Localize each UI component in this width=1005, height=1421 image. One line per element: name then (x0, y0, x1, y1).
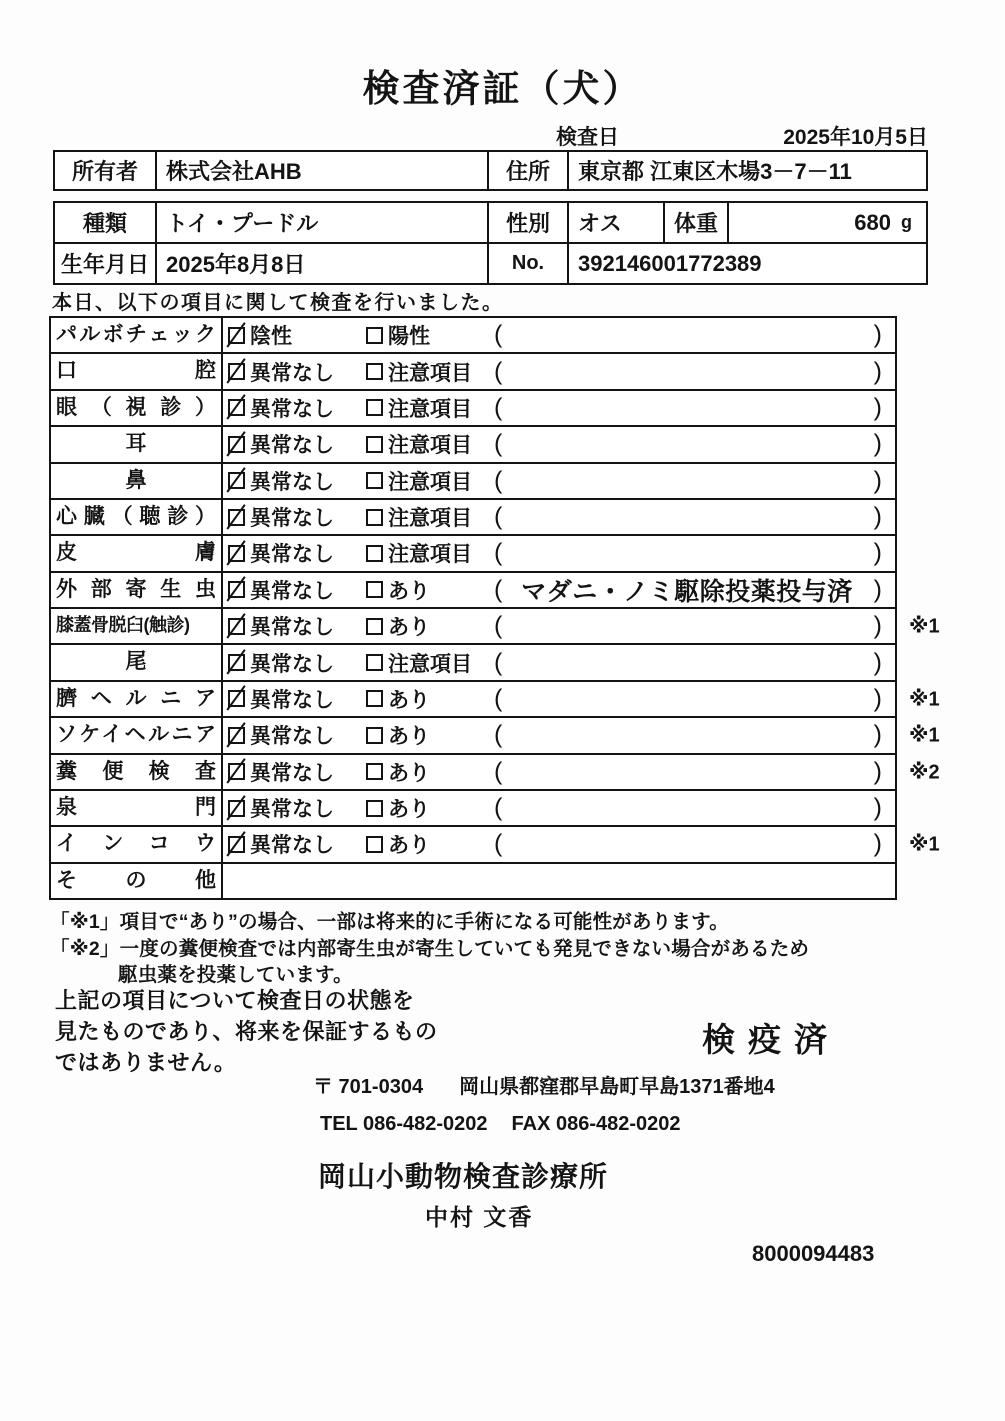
serial-number: 8000094483 (752, 1241, 875, 1266)
breed-value: トイ・プードル (157, 203, 489, 242)
checkup-row-content (223, 755, 895, 789)
close-paren: ) (873, 320, 882, 349)
checkup-item-label: インコウ (51, 827, 223, 861)
checkup-row-content (223, 718, 895, 752)
weight-label: 体重 (665, 203, 729, 242)
owner-row (55, 152, 926, 189)
checkup-option (366, 466, 472, 496)
checkbox-unchecked-icon (366, 654, 383, 671)
checkbox-unchecked-icon (366, 363, 383, 380)
close-paren: ) (873, 611, 882, 640)
checkup-row (51, 791, 895, 827)
disclaimer-line-3: ではありません。 (55, 1050, 237, 1075)
disclaimer-line-1: 上記の項目について検査日の状態を (55, 988, 415, 1013)
checkup-item-label: 皮膚 (51, 536, 223, 570)
no-label: No. (489, 244, 569, 283)
weight-value (729, 203, 926, 242)
open-paren: ( (494, 466, 503, 495)
checkup-option-label: 異常なし (250, 834, 334, 858)
checkbox-checked-icon (228, 581, 245, 598)
checkup-option-label: 注意項目 (388, 507, 472, 531)
checkup-option (366, 720, 430, 750)
checkbox-unchecked-icon (366, 800, 383, 817)
checkup-row-content (223, 645, 895, 679)
checkup-row (51, 500, 895, 536)
checkup-option (366, 538, 472, 568)
open-paren: ( (494, 829, 503, 858)
open-paren: ( (494, 793, 503, 822)
checkup-row-content (223, 609, 895, 643)
checkup-option (228, 720, 334, 750)
no-value: 392146001772389 (578, 250, 762, 276)
close-paren: ) (873, 357, 882, 386)
open-paren: ( (494, 575, 503, 604)
checkup-row-content (223, 864, 895, 898)
intro-text: 本日、以下の項目に関して検査を行いました。 (52, 292, 504, 314)
close-paren: ) (873, 538, 882, 567)
pet-row-1 (55, 203, 926, 244)
checkup-row (51, 391, 895, 427)
checkup-row-content (223, 464, 895, 498)
checkbox-checked-icon (228, 509, 245, 526)
checkup-option (366, 320, 430, 350)
checkbox-unchecked-icon (366, 509, 383, 526)
checkup-option-label: あり (388, 688, 430, 712)
checkbox-checked-icon (228, 399, 245, 416)
checkup-option-label: 異常なし (250, 761, 334, 785)
clinic-postal-line (313, 1070, 775, 1099)
checkup-option-label: 異常なし (250, 543, 334, 567)
reference-mark: ※1 (909, 833, 940, 856)
sex-value: オス (569, 203, 665, 242)
checkup-option (228, 575, 334, 605)
pet-table (53, 201, 928, 285)
close-paren: ) (873, 829, 882, 858)
checkup-row-content (223, 827, 895, 861)
checkup-option (366, 793, 430, 823)
checkup-option-label: 異常なし (250, 616, 334, 640)
checkbox-checked-icon (228, 545, 245, 562)
checkup-row-content (223, 500, 895, 534)
owner-value: 株式会社AHB (157, 152, 489, 189)
checkup-option-label: 異常なし (250, 361, 334, 385)
close-paren: ) (873, 502, 882, 531)
checkbox-checked-icon (228, 654, 245, 671)
clinic-tel: TEL 086-482-0202 (320, 1113, 488, 1135)
checkup-row-content (223, 427, 895, 461)
birth-label: 生年月日 (55, 244, 157, 283)
checkup-option-label: 注意項目 (388, 397, 472, 421)
weight-unit: g (901, 212, 912, 232)
checkup-option (228, 793, 334, 823)
checkup-option (366, 648, 472, 678)
checkbox-unchecked-icon (366, 436, 383, 453)
checkup-item-label: 心臓（聴診） (51, 500, 223, 534)
checkup-option-label: 異常なし (250, 798, 334, 822)
checkup-row (51, 427, 895, 463)
checkup-option-label: 注意項目 (388, 470, 472, 494)
address-label: 住所 (489, 152, 569, 189)
checkbox-checked-icon (228, 363, 245, 380)
checkup-option-label: 注意項目 (388, 434, 472, 458)
checkup-row (51, 464, 895, 500)
checkbox-checked-icon (228, 327, 245, 344)
checkup-option (228, 611, 334, 641)
checkup-option-label: あり (388, 579, 430, 603)
checkup-item-label: 鼻 (51, 464, 223, 498)
checkup-option-label: あり (388, 798, 430, 822)
inspection-date-label: 検査日 (556, 126, 619, 149)
checkbox-checked-icon (228, 690, 245, 707)
checkup-row (51, 864, 895, 898)
checkup-note: マダニ・ノミ駆除投薬投与済 (521, 577, 853, 606)
checkup-option (228, 829, 334, 859)
checkup-option (366, 684, 430, 714)
checkbox-unchecked-icon (366, 581, 383, 598)
open-paren: ( (494, 357, 503, 386)
checkup-item-label: パルボチェック (51, 318, 223, 352)
checkup-option (366, 357, 472, 387)
open-paren: ( (494, 429, 503, 458)
checkbox-unchecked-icon (366, 545, 383, 562)
checkup-row (51, 354, 895, 390)
checkbox-checked-icon (228, 836, 245, 853)
checkup-option-label: 注意項目 (388, 543, 472, 567)
clinic-address: 岡山県都窪郡早島町早島1371番地4 (459, 1076, 775, 1098)
checkbox-checked-icon (228, 727, 245, 744)
footnote-2-line-1: 「※2」一度の糞便検査では内部寄生虫が寄生していても発見できない場合があるため (50, 938, 810, 960)
reference-mark: ※1 (909, 688, 940, 711)
veterinarian-name: 中村 文香 (425, 1204, 534, 1230)
open-paren: ( (494, 648, 503, 677)
reference-mark: ※1 (909, 724, 940, 747)
checkup-row-content (223, 318, 895, 352)
checkup-row (51, 536, 895, 572)
checkup-option-label: あり (388, 761, 430, 785)
checkup-option-label: あり (388, 725, 430, 749)
checkup-item-label: 耳 (51, 427, 223, 461)
checkup-item-label: 泉門 (51, 791, 223, 825)
checkup-row-content (223, 391, 895, 425)
open-paren: ( (494, 320, 503, 349)
inspection-date-value: 2025年10月5日 (783, 126, 928, 149)
checkup-option (228, 648, 334, 678)
checkup-option-label: 異常なし (250, 688, 334, 712)
open-paren: ( (494, 684, 503, 713)
close-paren: ) (873, 429, 882, 458)
checkup-option (366, 502, 472, 532)
checkup-option-label: 異常なし (250, 652, 334, 676)
open-paren: ( (494, 611, 503, 640)
birth-value: 2025年8月8日 (157, 244, 489, 283)
checkup-item-label: 尾 (51, 645, 223, 679)
checkup-row (51, 318, 895, 354)
checkup-row-content (223, 536, 895, 570)
footnote-1: 「※1」項目で“あり”の場合、一部は将来的に手術になる可能性があります。 (50, 911, 729, 933)
checkbox-unchecked-icon (366, 472, 383, 489)
clinic-fax: FAX 086-482-0202 (511, 1113, 681, 1135)
checkup-row (51, 645, 895, 681)
weight-number: 680 (854, 209, 891, 235)
close-paren: ) (873, 393, 882, 422)
checkup-option-label: 異常なし (250, 397, 334, 421)
checkup-option-label: 注意項目 (388, 361, 472, 385)
checkbox-unchecked-icon (366, 836, 383, 853)
checkup-option-label: 陰性 (250, 325, 292, 349)
checkup-option-label: 異常なし (250, 579, 334, 603)
checkup-option (228, 466, 334, 496)
checkup-row-content (223, 791, 895, 825)
close-paren: ) (873, 466, 882, 495)
page-title: 検査済証（犬） (362, 68, 643, 109)
checkup-option (228, 757, 334, 787)
checkup-row (51, 609, 940, 645)
checkup-option (228, 429, 334, 459)
checkup-item-label: 膝蓋骨脱臼(触診) (51, 609, 223, 643)
checkup-row-content (223, 573, 895, 607)
checkup-item-label: 糞便検査 (51, 755, 223, 789)
checkbox-checked-icon (228, 436, 245, 453)
checkbox-unchecked-icon (366, 690, 383, 707)
checkup-option (366, 575, 430, 605)
checkup-item-label: 臍ヘルニア (51, 682, 223, 716)
checkup-row (51, 573, 895, 609)
open-paren: ( (494, 720, 503, 749)
open-paren: ( (494, 538, 503, 567)
checkup-row-content (223, 682, 895, 716)
reference-mark: ※2 (909, 761, 940, 784)
checkup-item-label: ソケイヘルニア (51, 718, 223, 752)
pet-row-2 (55, 244, 926, 283)
checkup-row-content (223, 354, 895, 388)
close-paren: ) (873, 720, 882, 749)
checkbox-unchecked-icon (366, 327, 383, 344)
checkup-option (366, 829, 430, 859)
checkup-item-label: 眼（視診） (51, 391, 223, 425)
checkup-row (51, 718, 940, 754)
checkup-option (366, 757, 430, 787)
owner-label: 所有者 (55, 152, 157, 189)
quarantine-stamp: 検疫済 (702, 1021, 840, 1058)
checkbox-checked-icon (228, 472, 245, 489)
disclaimer-line-2: 見たものであり、将来を保証するもの (55, 1019, 438, 1044)
owner-table (53, 150, 928, 191)
open-paren: ( (494, 502, 503, 531)
checkup-option (366, 393, 472, 423)
open-paren: ( (494, 393, 503, 422)
checkup-option-label: 異常なし (250, 434, 334, 458)
reference-mark: ※1 (909, 615, 940, 638)
checkbox-checked-icon (228, 800, 245, 817)
checkup-option (228, 357, 334, 387)
checkup-item-label: 外部寄生虫 (51, 573, 223, 607)
checkup-row (51, 827, 940, 863)
checkup-item-label: 口腔 (51, 354, 223, 388)
close-paren: ) (873, 648, 882, 677)
checkbox-unchecked-icon (366, 618, 383, 635)
clinic-name: 岡山小動物検査診療所 (318, 1161, 609, 1192)
close-paren: ) (873, 757, 882, 786)
checkbox-unchecked-icon (366, 399, 383, 416)
close-paren: ) (873, 793, 882, 822)
checkup-option-label: 異常なし (250, 507, 334, 531)
checkup-option-label: 陽性 (388, 325, 430, 349)
checkup-item-label: その他 (51, 864, 223, 898)
checkup-option (228, 320, 292, 350)
postal-code: 〒 701-0304 (313, 1076, 424, 1098)
checkup-option (228, 684, 334, 714)
footnote-2-line-2: 駆虫薬を投薬しています。 (118, 964, 353, 986)
clinic-tel-line (320, 1113, 681, 1136)
open-paren: ( (494, 757, 503, 786)
checkbox-checked-icon (228, 618, 245, 635)
checkup-table (49, 316, 940, 900)
checkup-option-label: 異常なし (250, 725, 334, 749)
checkup-row (51, 755, 940, 791)
checkup-option-label: 異常なし (250, 470, 334, 494)
checkup-option-label: 注意項目 (388, 652, 472, 676)
checkup-option-label: あり (388, 616, 430, 640)
checkbox-unchecked-icon (366, 727, 383, 744)
close-paren: ) (873, 684, 882, 713)
checkbox-unchecked-icon (366, 763, 383, 780)
breed-label: 種類 (55, 203, 157, 242)
checkbox-checked-icon (228, 763, 245, 780)
checkup-option (366, 429, 472, 459)
checkup-option-label: あり (388, 834, 430, 858)
address-value: 東京都 江東区木場3－7－11 (578, 159, 852, 184)
checkup-option (228, 502, 334, 532)
checkup-option (228, 538, 334, 568)
sex-label: 性別 (489, 203, 569, 242)
checkup-option (366, 611, 430, 641)
close-paren: ) (873, 575, 882, 604)
checkup-option (228, 393, 334, 423)
disclaimer-text (55, 985, 438, 1078)
checkup-row (51, 682, 940, 718)
